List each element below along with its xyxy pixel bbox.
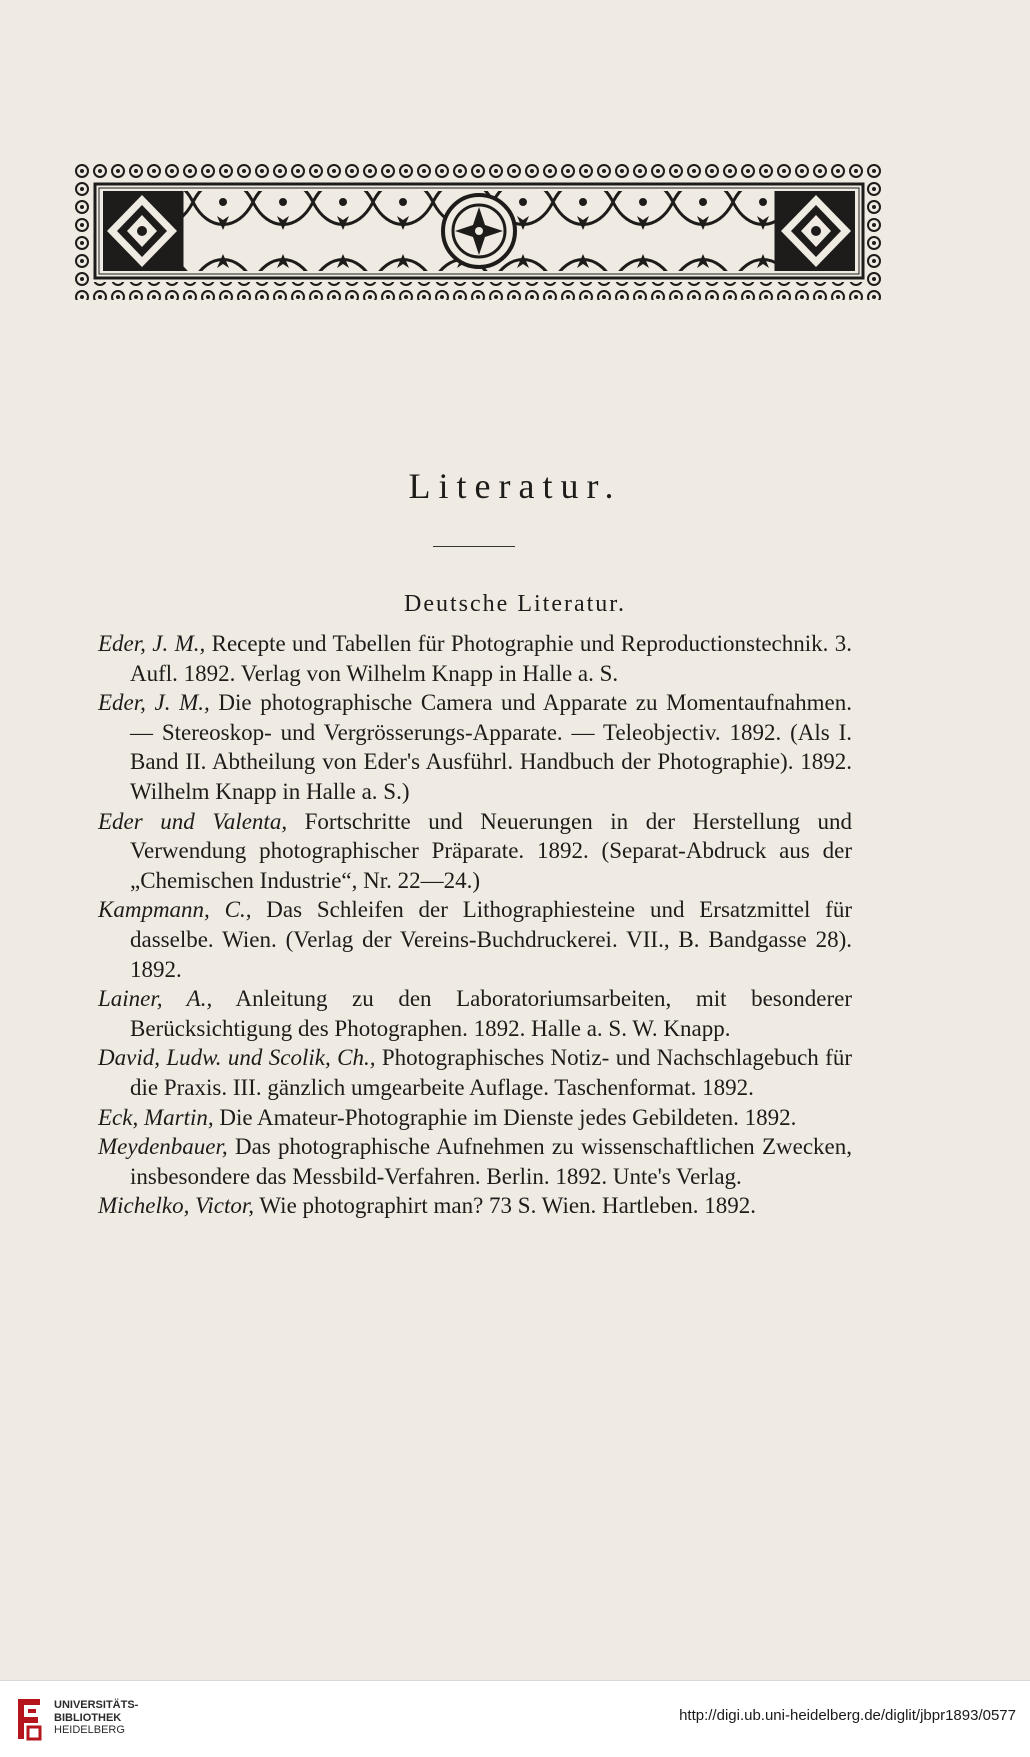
bibliography-entry bbox=[98, 895, 852, 984]
library-name-line: UNIVERSITÄTS- bbox=[54, 1699, 139, 1711]
entry-authors: Michelko, Victor, bbox=[98, 1193, 255, 1219]
library-name bbox=[54, 1699, 138, 1737]
entry-text: Recepte und Tabellen für Photographie und Reproductionstechnik. 3. Aufl. 1892. Verlag von Wilhelm Knapp in Halle a. S. bbox=[130, 631, 853, 686]
bibliography-list bbox=[98, 629, 852, 1221]
source-url-link[interactable]: http://digi.ub.uni-heidelberg.de/diglit/jbpr1893/0577 bbox=[679, 1707, 1016, 1724]
decorative-border-icon bbox=[73, 162, 885, 300]
page-title: Literatur. bbox=[408, 466, 622, 506]
entry-text: Wie photographirt man? 73 S. Wien. Hartleben. 1892. bbox=[254, 1193, 756, 1219]
bibliography-entry bbox=[98, 807, 852, 896]
entry-authors: Eder, J. M., bbox=[98, 631, 206, 656]
entry-text: Die photographische Camera und Apparate zu Momentaufnahmen. — Stereoskop- und Vergrösserungs-Apparate. — Teleobjectiv. 1892. (Als I. Band II. Abtheilung von Eder's Ausführl. Handbuch der Photographie). 1892. Wilhelm Knapp in Halle a. S.) bbox=[130, 690, 852, 804]
entry-authors: Meydenbauer, bbox=[98, 1134, 228, 1160]
ub-heidelberg-logo-icon[interactable] bbox=[10, 1695, 44, 1743]
bibliography-entry bbox=[98, 629, 852, 688]
bibliography-entry bbox=[98, 1043, 852, 1102]
bibliography-entry bbox=[98, 1103, 852, 1133]
entry-text: Fortschritte und Neuerungen in der Herstellung und Verwendung photographischer Präparate. 1892. (Separat-Abdruck aus der „Chemischen Industrie“, Nr. 22—24.) bbox=[130, 808, 853, 893]
bibliography-entry bbox=[98, 1191, 852, 1221]
library-name-line: HEIDELBERG bbox=[54, 1724, 125, 1736]
entry-authors: Eder und Valenta, bbox=[98, 808, 288, 834]
entry-authors: Eder, J. M., bbox=[98, 690, 210, 716]
entry-text: Die Amateur-Photographie im Dienste jedes Gebildeten. 1892. bbox=[213, 1104, 797, 1130]
section-heading: Deutsche Literatur. bbox=[404, 591, 626, 617]
title-divider bbox=[433, 546, 515, 547]
bibliography-entry bbox=[98, 1132, 852, 1191]
footer-bar bbox=[0, 1680, 1030, 1757]
entry-text: Anleitung zu den Laboratoriumsarbeiten, mit besonderer Berücksichtigung des Photographen. 1892. Halle a. S. W. Knapp. bbox=[130, 986, 852, 1041]
bibliography-entry bbox=[98, 984, 852, 1043]
entry-authors: David, Ludw. und Scolik, Ch., bbox=[98, 1045, 376, 1071]
entry-text: Das Schleifen der Lithographiesteine und Ersatzmittel für dasselbe. Wien. (Verlag der Vereins-Buchdruckerei. VII., B. Bandgasse 28). 1892. bbox=[130, 897, 852, 982]
bibliography-entry bbox=[98, 688, 852, 806]
entry-authors: Lainer, A., bbox=[98, 986, 213, 1012]
entry-text: Photographisches Notiz- und Nachschlagebuch für die Praxis. III. gänzlich umgearbeite Auflage. Taschenformat. 1892. bbox=[130, 1045, 852, 1100]
entry-text: Das photographische Aufnehmen zu wissenschaftlichen Zwecken, insbesondere das Messbild-Verfahren. Berlin. 1892. Unte's Verlag. bbox=[130, 1134, 852, 1189]
entry-authors: Eck, Martin, bbox=[98, 1104, 214, 1130]
library-name-line: BIBLIOTHEK bbox=[54, 1711, 122, 1724]
entry-authors: Kampmann, C., bbox=[98, 897, 252, 923]
